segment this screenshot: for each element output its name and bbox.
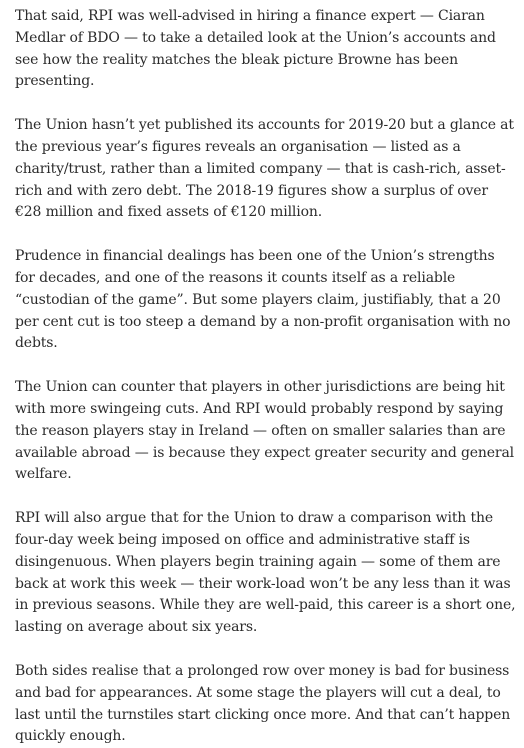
article-paragraph-4: The Union can counter that players in other jurisdictions are being hit with more swingeing cuts. And RPI would probably respond by saying the reason players stay in Ireland — often on smaller salaries than are available abroad — is because they expect greater security and general welfare. — [15, 379, 514, 483]
article-paragraph-2: The Union hasn’t yet published its accounts for 2019-20 but a glance at the previous year’s figures reveals an organisation — listed as a charity/trust, rather than a limited company — that is cash-rich, asset-rich and with zero debt. The 2018-19 figures show a surplus of over €28 million and fixed assets of €120 million. — [15, 117, 514, 221]
article-paragraph-3: Prudence in financial dealings has been one of the Union’s strengths for decades, and one of the reasons it counts itself as a reliable “custodian of the game”. But some players claim, justifiably, that a 20 per cent cut is too steep a demand by a non-profit organisation with no debts. — [15, 248, 511, 352]
article-paragraph-5: RPI will also argue that for the Union to draw a comparison with the four-day week being imposed on office and administrative staff is disingenuous. When players begin training again — some of them are back at work this week — their work-load won’t be any less than it was in previous seasons. While they are well-paid, this career is a short one, lasting on average about six years. — [15, 510, 516, 636]
article-paragraph-6: Both sides realise that a prolonged row over money is bad for business and bad for appearances. At some stage the players will cut a deal, to last until the turnstiles start clicking once more. And that can’t happen quickly enough. — [15, 662, 511, 745]
article-paragraph-1: That said, RPI was well-advised in hiring a finance expert — Ciaran Medlar of BDO — to take a detailed look at the Union’s accounts and see how the reality matches the bleak picture Browne has been presenting. — [15, 8, 496, 90]
